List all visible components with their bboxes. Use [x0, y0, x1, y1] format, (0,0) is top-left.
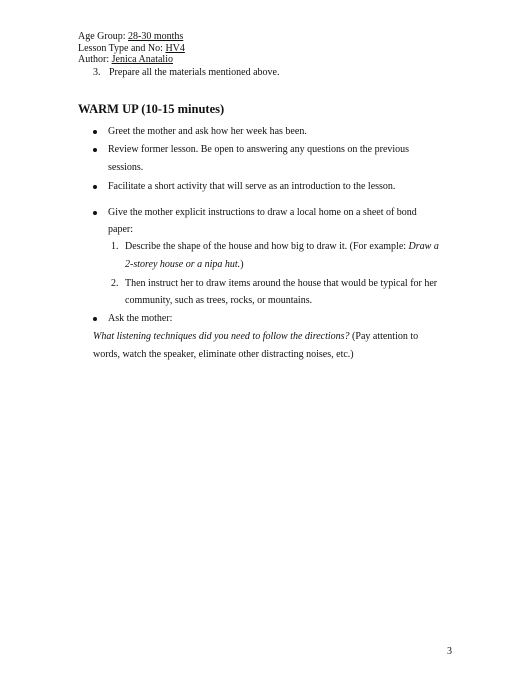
author-value: Jenica Anatalio [111, 54, 173, 65]
prep-step: 3. Prepare all the materials mentioned above. [93, 67, 280, 78]
age-group-value: 28-30 months [128, 31, 184, 42]
author-line: Author: Jenica Anatalio [78, 54, 173, 65]
bullet-icon [93, 148, 97, 152]
age-group-line: Age Group: 28-30 months [78, 31, 184, 42]
lesson-header [78, 31, 185, 66]
bullet-icon [93, 317, 97, 321]
section-heading: WARM UP (10-15 minutes) [78, 102, 225, 116]
page-number: 3 [447, 646, 452, 657]
lesson-type-line: Lesson Type and No: HV4 [78, 42, 185, 54]
bullet-icon [93, 211, 97, 215]
document-page: Age Group: 28-30 months Lesson Type and No: HV4 Author: Jenica Anatalio 3. Prepare all the materials mentioned above. WARM UP (10-15 minutes) Greet the mother and ask how her week has been. Review former lesson. Be open to answering any questions on the previous sessions. Facilitate a short activity that will serve as an introduction to the lesson. Give the mother explicit instructions to draw a local home on a sheet of bond paper: 1. Describe the shape of the house and how big to draw it. (For example: Draw a 2-storey house or a nipa hut.) 2. Then instruct her to draw items around the house that would be typical for her community, such as trees, rocks, or mountains. Ask the mother: What listening techniques did you need to follow the directions? (Pay attention to words, watch the speaker, eliminate other distracting noises, etc.) 3 [78, 31, 452, 657]
lesson-type-value: HV4 [165, 42, 185, 54]
bullet-icon [93, 130, 97, 134]
bullet-icon [93, 185, 97, 189]
